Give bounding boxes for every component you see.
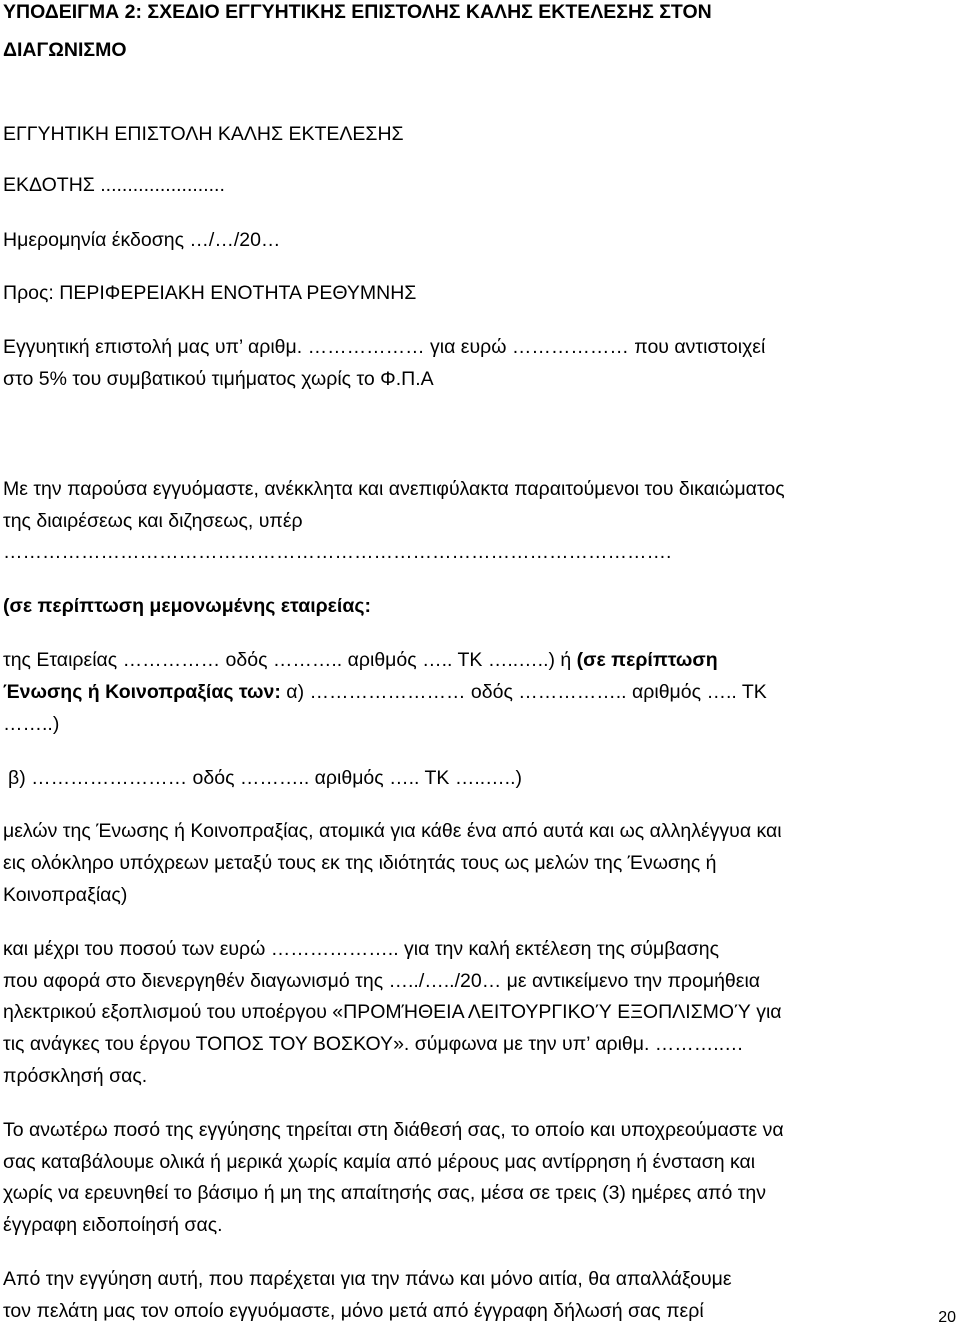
payment-line-1: Το ανωτέρω ποσό της εγγύησης τηρείται στη διάθεσή σας, το οποίο και υποχρεούμαστε να	[3, 1119, 784, 1141]
declaration-line-2: της διαιρέσεως και διζησεως, υπέρ	[3, 510, 303, 532]
members-line-1: μελών της Ένωσης ή Κοινοπραξίας, ατομικά για κάθε ένα από αυτά και ως αλληλέγγυα και	[3, 820, 782, 842]
amount-line-4: τις ανάγκες του έργου ΤΟΠΟΣ ΤΟΥ ΒΟΣΚΟΥ». σύμφωνα με την υπ’ αριθμ. ………..…	[3, 1033, 744, 1055]
single-company-label: (σε περίπτωση μεμονωμένης εταιρείας:	[3, 595, 371, 617]
declaration-line-3: ………………………………………………………………………………………….	[3, 541, 672, 563]
payment-line-2: σας καταβάλουμε ολικά ή μερικά χωρίς καμία από μέρους μας αντίρρηση ή ένσταση και	[3, 1151, 756, 1173]
declaration-line-1: Με την παρούσα εγγυόμαστε, ανέκκλητα και ανεπιφύλακτα παραιτούμενοι του δικαιώματος	[3, 478, 785, 500]
company-line-4: β) …………………… οδός ……….. αριθμός ….. ΤΚ …..…..)	[8, 767, 522, 789]
payment-line-3: χωρίς να ερευνηθεί το βάσιμο ή μη της απαίτησής σας, μέσα σε τρεις (3) ημέρες από την	[3, 1182, 767, 1204]
issuer-line: ΕΚΔΟΤΗΣ .......................	[3, 174, 225, 196]
amount-line-1: και μέχρι του ποσού των ευρώ ……………….. για την καλή εκτέλεση της σύμβασης	[3, 938, 719, 960]
company-line-1-text: της Εταιρείας …………… οδός ……….. αριθμός ….. ΤΚ …..…..) ή	[3, 649, 577, 671]
members-line-3: Κοινοπραξίας)	[3, 884, 128, 906]
guarantee-reference-line-2: στο 5% του συμβατικού τιμήματος χωρίς το Φ.Π.Α	[3, 368, 434, 390]
company-line-1	[3, 648, 718, 672]
document-heading-line-2: ΔΙΑΓΩΝΙΣΜΟ	[3, 39, 127, 61]
members-line-2: εις ολόκληρο υπόχρεων μεταξύ τους εκ της ιδιότητάς τους ως μελών της Ένωσης ή	[3, 852, 717, 874]
consortium-case-label: (σε περίπτωση	[576, 649, 718, 671]
closing-line-1: Από την εγγύηση αυτή, που παρέχεται για την πάνω και μόνο αιτία, θα απαλλάξουμε	[3, 1268, 732, 1290]
issue-date-line: Ημερομηνία έκδοσης …/…/20…	[3, 229, 281, 251]
page-number: 20	[938, 1309, 956, 1326]
payment-line-4: έγγραφη ειδοποίησή σας.	[3, 1214, 223, 1236]
closing-line-2: τον πελάτη μας τον οποίο εγγυόμαστε, μόνο μετά από έγγραφη δήλωσή σας περί	[3, 1300, 704, 1322]
company-line-2-text: α) …………………… οδός …………….. αριθμός ….. ΤΚ	[280, 681, 767, 703]
consortium-members-label: Ένωσης ή Κοινοπραξίας των:	[3, 681, 281, 703]
company-line-2	[3, 680, 767, 704]
amount-line-2: που αφορά στο διενεργηθέν διαγωνισμό της …../…../20… με αντικείμενο την προμήθεια	[3, 970, 761, 992]
amount-line-5: πρόσκλησή σας.	[3, 1065, 148, 1087]
letter-title: ΕΓΓΥΗΤΙΚΗ ΕΠΙΣΤΟΛΗ ΚΑΛΗΣ ΕΚΤΕΛΕΣΗΣ	[3, 123, 404, 145]
recipient-line: Προς: ΠΕΡΙΦΕΡΕΙΑΚΗ ΕΝΟΤΗΤΑ ΡΕΘΥΜΝΗΣ	[3, 282, 417, 304]
company-line-3: ……..)	[3, 713, 60, 735]
amount-line-3: ηλεκτρικού εξοπλισμού του υποέργου «ΠΡΟΜΉΘΕΙΑ ΛΕΙΤΟΥΡΓΙΚΟΎ ΕΞΟΠΛΙΣΜΟΎ για	[3, 1001, 782, 1023]
document-heading-line-1: ΥΠΟΔΕΙΓΜΑ 2: ΣΧΕΔΙΟ ΕΓΓΥΗΤΙΚΗΣ ΕΠΙΣΤΟΛΗΣ ΚΑΛΗΣ ΕΚΤΕΛΕΣΗΣ ΣΤΟΝ	[3, 1, 712, 23]
guarantee-reference-line-1: Εγγυητική επιστολή μας υπ’ αριθμ. ……………… για ευρώ ……………… που αντιστοιχεί	[3, 336, 766, 358]
